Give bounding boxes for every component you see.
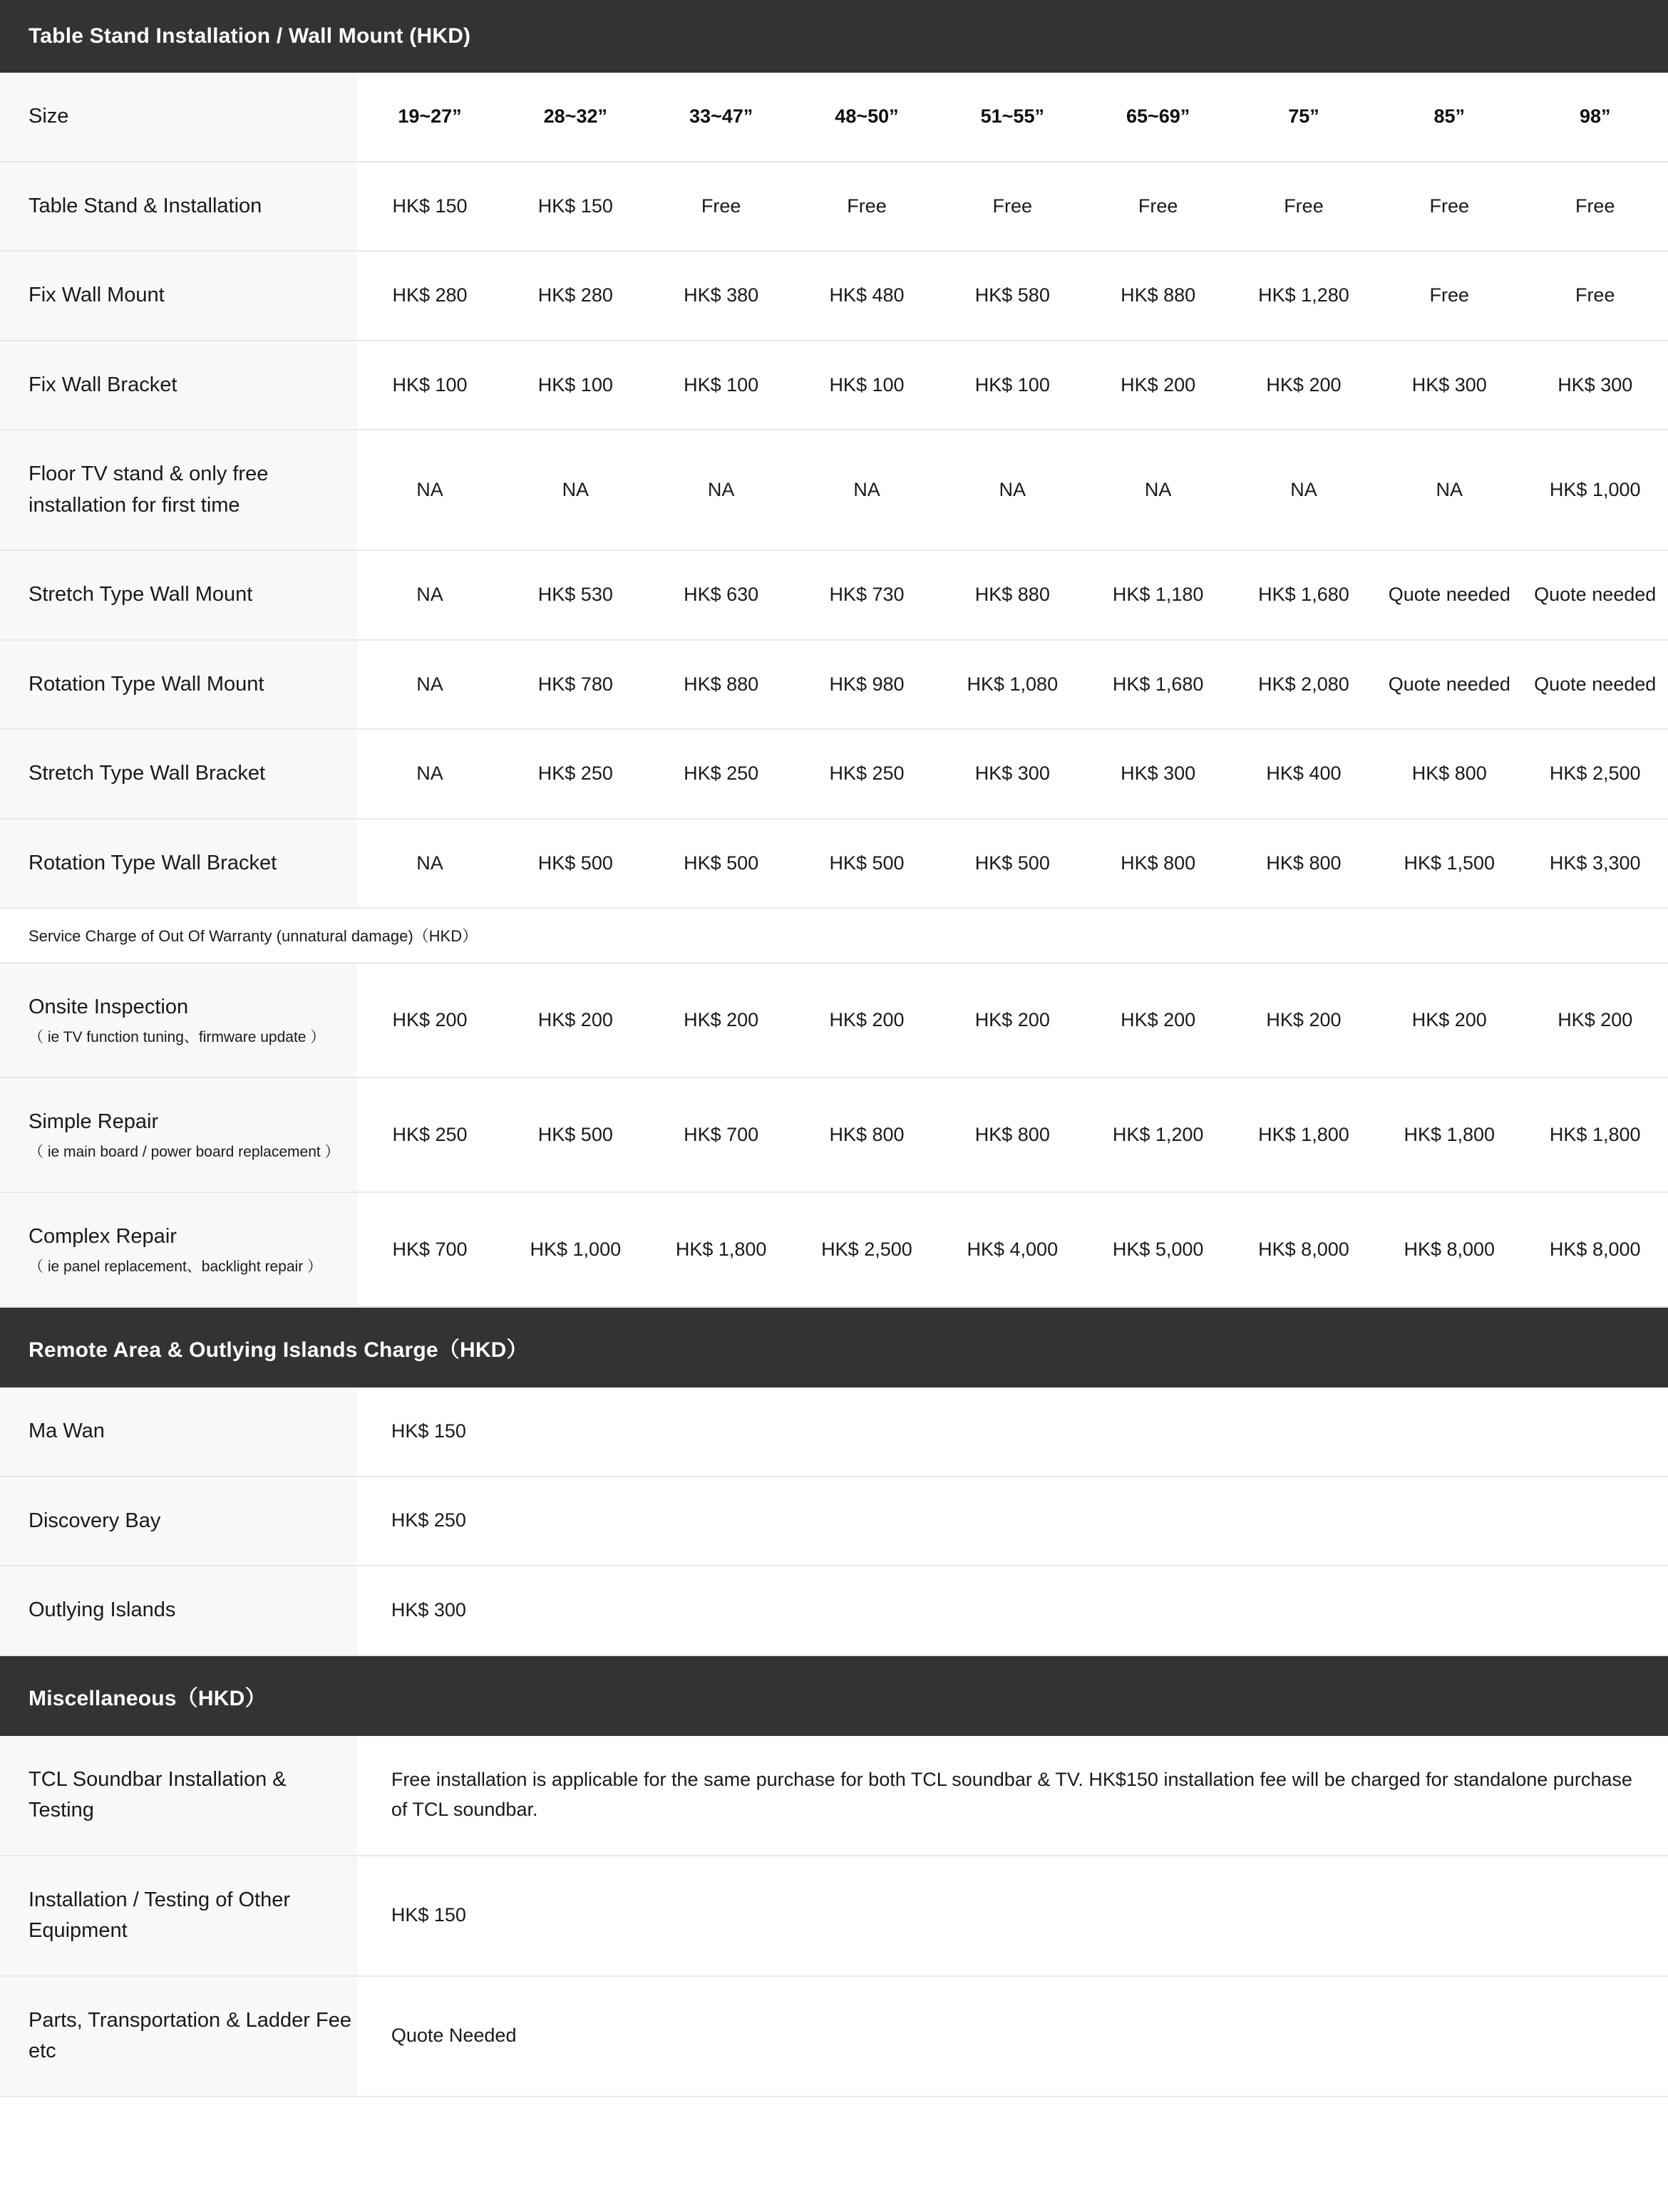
price-cell: HK$ 1,800 [1522,1077,1668,1192]
price-cell: HK$ 800 [794,1077,939,1192]
price-cell: HK$ 880 [1085,251,1230,341]
misc-row-value-cell: Free installation is applicable for the same purchase for both TCL soundbar & TV. HK$150 installation fee will be charged for standalone purchase of TCL soundbar. [357,1736,1668,1856]
price-cell: HK$ 200 [1085,341,1230,430]
price-cell: Free [1085,162,1230,252]
price-cell: HK$ 300 [1376,341,1522,430]
price-cell: HK$ 580 [939,251,1085,341]
price-cell: HK$ 1,280 [1231,251,1376,341]
size-header-cell: 98” [1522,73,1668,162]
row-sublabel: （ ie panel replacement、backlight repair ） [29,1258,323,1275]
row-sublabel: （ ie TV function tuning、firmware update ） [29,1028,326,1045]
table-row [0,640,1668,730]
price-cell: HK$ 400 [1231,729,1376,819]
price-cell: Quote needed [1522,640,1668,730]
price-cell: Free [1376,162,1522,252]
price-cell: HK$ 250 [357,1077,503,1192]
install-row-label-cell [0,341,357,430]
price-cell: NA [357,640,503,730]
table-row [0,1566,1668,1655]
table-row [0,251,1668,341]
table-row [0,819,1668,909]
price-cell: HK$ 8,000 [1231,1192,1376,1307]
remote-band-row [0,1307,1668,1387]
price-cell: NA [357,819,503,909]
price-cell: HK$ 1,800 [1231,1077,1376,1192]
remote-row-value-cell: HK$ 300 [357,1566,1668,1655]
price-cell: HK$ 1,500 [1376,819,1522,909]
price-cell: HK$ 630 [648,550,793,640]
warranty-row-label-cell [0,963,357,1077]
price-cell: HK$ 200 [503,963,648,1077]
size-header-cell: 51~55” [939,73,1085,162]
table-row [0,341,1668,430]
price-cell: NA [503,430,648,550]
row-label: Stretch Type Wall Mount [29,583,253,606]
price-cell: NA [794,430,939,550]
price-cell: HK$ 700 [357,1192,503,1307]
price-cell: HK$ 4,000 [939,1192,1085,1307]
price-cell: HK$ 300 [939,729,1085,819]
price-cell: HK$ 2,500 [1522,729,1668,819]
misc-row-value-cell: Quote Needed [357,1976,1668,2097]
install-row-label-cell [0,162,357,252]
price-cell: Quote needed [1376,640,1522,730]
install-row-label-cell [0,729,357,819]
row-label: Simple Repair [29,1110,159,1133]
price-cell: HK$ 150 [357,162,503,252]
row-label: Onsite Inspection [29,996,189,1018]
price-cell: Quote needed [1376,550,1522,640]
price-cell: HK$ 1,800 [1376,1077,1522,1192]
table-row [0,1077,1668,1192]
price-cell: HK$ 1,680 [1085,640,1230,730]
price-cell: HK$ 300 [1085,729,1230,819]
row-label: Rotation Type Wall Bracket [29,851,277,874]
table-row [0,1976,1668,2097]
size-header-cell: 85” [1376,73,1522,162]
price-cell: HK$ 1,000 [503,1192,648,1307]
misc-row-value-cell: HK$ 150 [357,1856,1668,1976]
row-label: Stretch Type Wall Bracket [29,762,266,785]
price-cell: HK$ 500 [503,819,648,909]
price-cell: HK$ 280 [503,251,648,341]
price-cell: HK$ 200 [648,963,793,1077]
size-header-label: Size [0,73,357,162]
warranty-row-label-cell [0,1077,357,1192]
price-cell: HK$ 800 [939,1077,1085,1192]
install-row-label-cell [0,550,357,640]
price-cell: HK$ 5,000 [1085,1192,1230,1307]
price-cell: Free [1231,162,1376,252]
table-row [0,963,1668,1077]
price-cell: HK$ 100 [503,341,648,430]
price-cell: NA [648,430,793,550]
price-cell: HK$ 530 [503,550,648,640]
row-sublabel: （ ie main board / power board replacement ） [29,1143,340,1160]
price-cell: HK$ 800 [1376,729,1522,819]
price-cell: HK$ 2,500 [794,1192,939,1307]
row-label: Fix Wall Bracket [29,373,177,396]
remote-row-label-cell: Ma Wan [0,1387,357,1477]
remote-row-value-cell: HK$ 150 [357,1387,1668,1477]
price-cell: HK$ 980 [794,640,939,730]
price-cell: NA [1231,430,1376,550]
price-cell: HK$ 1,680 [1231,550,1376,640]
warranty-subband-row [0,908,1668,963]
price-cell: HK$ 8,000 [1376,1192,1522,1307]
price-cell: HK$ 200 [1522,963,1668,1077]
price-cell: HK$ 1,200 [1085,1077,1230,1192]
size-header-cell: 48~50” [794,73,939,162]
misc-row-label-cell: Parts, Transportation & Ladder Fee etc [0,1976,357,2097]
price-cell: HK$ 1,080 [939,640,1085,730]
price-cell: HK$ 500 [648,819,793,909]
price-cell: HK$ 200 [1231,341,1376,430]
price-cell: HK$ 150 [503,162,648,252]
row-label: Complex Repair [29,1225,177,1248]
remote-row-label-cell: Outlying Islands [0,1566,357,1655]
size-header-cell: 65~69” [1085,73,1230,162]
price-cell: HK$ 200 [1231,963,1376,1077]
table-row [0,729,1668,819]
price-cell: NA [1376,430,1522,550]
price-cell: HK$ 200 [939,963,1085,1077]
size-header-cell: 28~32” [503,73,648,162]
price-cell: Free [1376,251,1522,341]
price-cell: HK$ 250 [794,729,939,819]
price-cell: HK$ 100 [357,341,503,430]
size-header-row [0,73,1668,162]
install-row-label-cell [0,251,357,341]
table-row [0,1856,1668,1976]
price-cell: NA [1085,430,1230,550]
price-cell: HK$ 500 [503,1077,648,1192]
price-cell: HK$ 200 [1376,963,1522,1077]
size-header-cell: 33~47” [648,73,793,162]
price-cell: HK$ 200 [357,963,503,1077]
warranty-row-label-cell [0,1192,357,1307]
row-label: Table Stand & Installation [29,194,262,217]
size-header-cell: 75” [1231,73,1376,162]
price-cell: Free [1522,251,1668,341]
remote-row-label-cell: Discovery Bay [0,1477,357,1566]
price-cell: HK$ 200 [794,963,939,1077]
price-cell: HK$ 200 [1085,963,1230,1077]
price-cell: Quote needed [1522,550,1668,640]
install-row-label-cell [0,640,357,730]
price-cell: HK$ 250 [503,729,648,819]
row-label: Floor TV stand & only free installation for first time [29,462,269,517]
price-cell: NA [357,729,503,819]
price-cell: HK$ 280 [357,251,503,341]
price-cell: HK$ 8,000 [1522,1192,1668,1307]
price-cell: HK$ 480 [794,251,939,341]
price-cell: HK$ 250 [648,729,793,819]
price-cell: HK$ 800 [1085,819,1230,909]
price-cell: HK$ 2,080 [1231,640,1376,730]
table-row [0,1477,1668,1566]
size-header-cell: 19~27” [357,73,503,162]
remote-band-title: Remote Area & Outlying Islands Charge（HKD） [0,1307,1668,1387]
price-cell: HK$ 100 [648,341,793,430]
price-cell: HK$ 700 [648,1077,793,1192]
install-band-row [0,0,1668,73]
table-row [0,1736,1668,1856]
price-cell: NA [357,550,503,640]
price-cell: Free [794,162,939,252]
table-row [0,1192,1668,1307]
price-cell: Free [939,162,1085,252]
price-cell: HK$ 500 [939,819,1085,909]
price-cell: HK$ 1,800 [648,1192,793,1307]
table-row [0,430,1668,550]
row-label: Rotation Type Wall Mount [29,672,264,696]
install-row-label-cell [0,819,357,909]
row-label: Fix Wall Mount [29,284,165,306]
price-cell: HK$ 880 [648,640,793,730]
price-cell: HK$ 800 [1231,819,1376,909]
price-cell: NA [939,430,1085,550]
price-cell: NA [357,430,503,550]
price-cell: Free [1522,162,1668,252]
price-cell: HK$ 880 [939,550,1085,640]
warranty-subband-title: Service Charge of Out Of Warranty (unnatural damage)（HKD） [0,908,1668,963]
price-cell: HK$ 100 [939,341,1085,430]
table-row [0,162,1668,252]
install-row-label-cell [0,430,357,550]
price-cell: HK$ 780 [503,640,648,730]
price-cell: Free [648,162,793,252]
remote-row-value-cell: HK$ 250 [357,1477,1668,1566]
misc-row-label-cell: Installation / Testing of Other Equipment [0,1856,357,1976]
misc-band-title: Miscellaneous（HKD） [0,1655,1668,1736]
misc-row-label-cell: TCL Soundbar Installation & Testing [0,1736,357,1856]
price-cell: HK$ 500 [794,819,939,909]
table-row [0,550,1668,640]
price-cell: HK$ 100 [794,341,939,430]
price-cell: HK$ 1,000 [1522,430,1668,550]
table-row [0,1387,1668,1477]
price-cell: HK$ 380 [648,251,793,341]
price-cell: HK$ 730 [794,550,939,640]
price-cell: HK$ 3,300 [1522,819,1668,909]
install-band-title: Table Stand Installation / Wall Mount (HKD) [0,0,1668,73]
price-cell: HK$ 300 [1522,341,1668,430]
misc-band-row [0,1655,1668,1736]
price-cell: HK$ 1,180 [1085,550,1230,640]
